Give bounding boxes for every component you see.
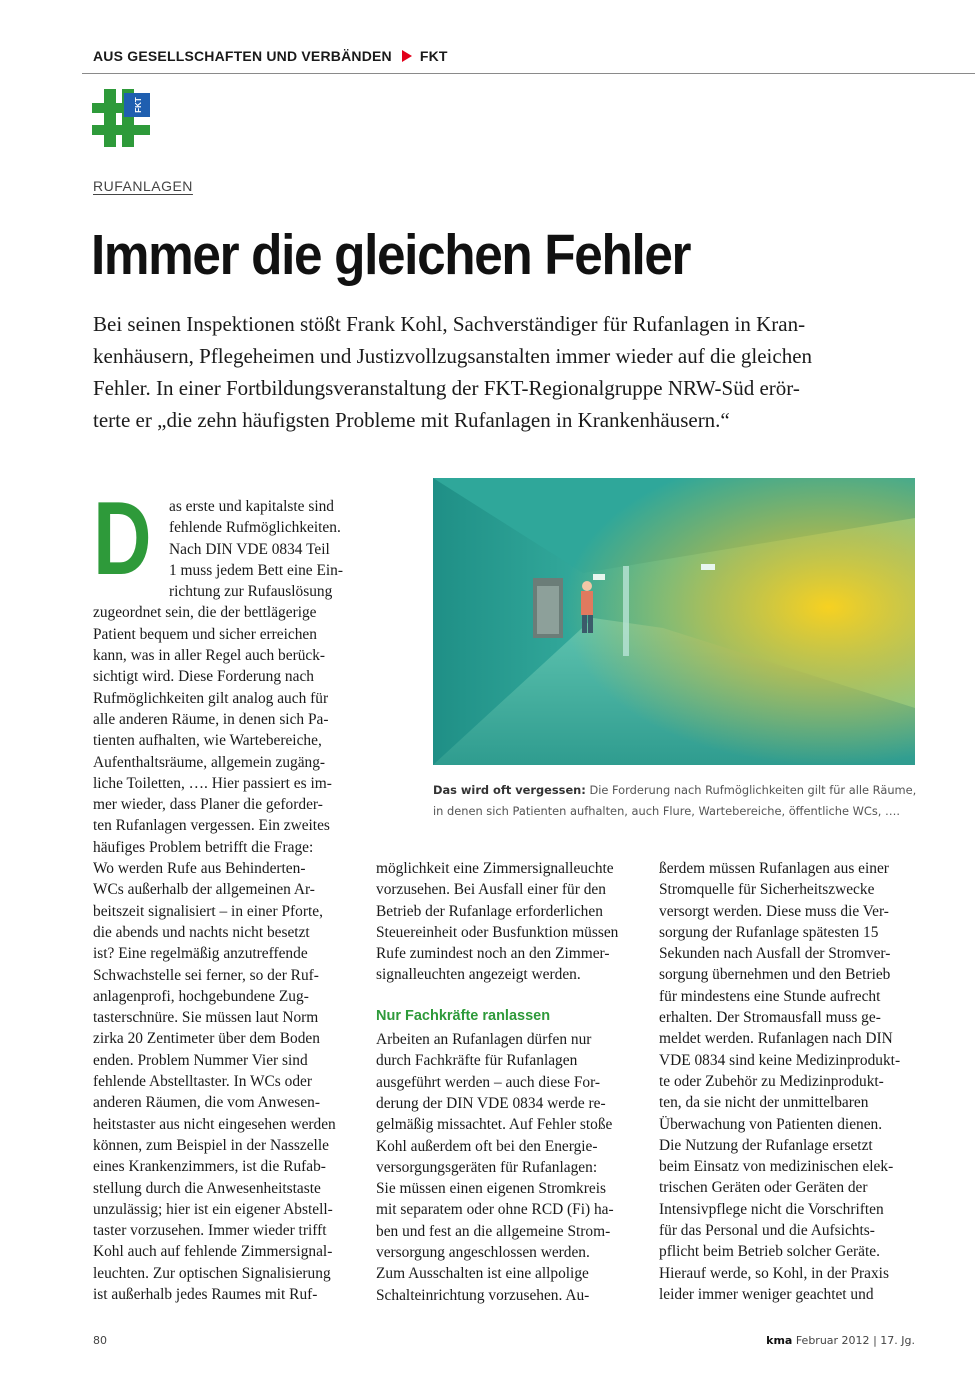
body-line: kann, was in aller Regel auch berück- bbox=[93, 647, 326, 665]
body-line: Nach DIN VDE 0834 Teil bbox=[169, 540, 330, 558]
section-label: RUFANLAGEN bbox=[93, 178, 193, 194]
body-line: mer wieder, dass Planer die geforder- bbox=[93, 796, 323, 814]
body-line: Hierauf werde, so Kohl, in der Praxis bbox=[659, 1264, 889, 1282]
body-line: fehlende Rufmöglichkeiten. bbox=[169, 519, 341, 537]
body-line: gelmäßig missachtet. Auf Fehler stoße bbox=[376, 1116, 613, 1134]
body-line: anlagenprofi, hochgebundene Zug- bbox=[93, 987, 309, 1005]
body-line: ten, da sie nicht der unmittelbaren bbox=[659, 1094, 869, 1112]
article-lead bbox=[93, 308, 873, 436]
body-line: sorgung übernehmen und den Betrieb bbox=[659, 966, 891, 984]
caption-line-2: in denen sich Patienten aufhalten, auch Flure, Wartebereiche, öffentliche WCs, …. bbox=[433, 804, 901, 818]
body-line: Zum Ausschalten ist eine allpolige bbox=[376, 1265, 589, 1283]
lead-line: terte er „die zehn häufigsten Probleme mit Rufanlagen in Krankenhäusern.“ bbox=[93, 408, 730, 432]
article-title: Immer die gleichen Fehler bbox=[91, 223, 691, 287]
body-line: die abends und nachts nicht besetzt bbox=[93, 923, 310, 941]
body-line: für mindestens eine Stunde aufrecht bbox=[659, 987, 881, 1005]
body-line: VDE 0834 sind keine Medizinprodukt- bbox=[659, 1051, 901, 1069]
body-line: meldet werden. Rufanlagen nach DIN bbox=[659, 1030, 893, 1048]
body-line: fehlende Abstelltaster. In WCs oder bbox=[93, 1073, 312, 1091]
body-line: te oder Zubehör zu Medizinprodukt- bbox=[659, 1072, 884, 1090]
body-line: stellung durch die Anwesenheitstaste bbox=[93, 1179, 321, 1197]
body-line: Patient bequem und sicher erreichen bbox=[93, 625, 317, 643]
body-line: Rufe zumindest noch an den Zimmer- bbox=[376, 945, 610, 963]
body-column-1 bbox=[93, 496, 353, 1305]
body-line: ßerdem müssen Rufanlagen aus einer bbox=[659, 860, 889, 877]
body-line: ist? Eine regelmäßig anzutreffende bbox=[93, 945, 308, 963]
body-line: möglichkeit eine Zimmersignalleuchte bbox=[376, 860, 614, 877]
body-line: ben und fest an die allgemeine Strom- bbox=[376, 1222, 611, 1240]
footer-issue bbox=[766, 1334, 915, 1347]
body-line: beitszeit signalisiert – in einer Pforte, bbox=[93, 902, 323, 920]
header-section: AUS GESELLSCHAFTEN UND VERBÄNDEN bbox=[93, 48, 392, 64]
lead-line: Fehler. In einer Fortbildungsveranstaltung der FKT-Regionalgruppe NRW-Süd erör- bbox=[93, 376, 800, 400]
lead-line: Bei seinen Inspektionen stößt Frank Kohl, Sachverständiger für Rufanlagen in Kran- bbox=[93, 312, 806, 336]
body-line: taster vorzusehen. Immer wieder trifft bbox=[93, 1222, 327, 1240]
subheading: Nur Fachkräfte ranlassen bbox=[376, 1007, 551, 1024]
body-line: Wo werden Rufe aus Behinderten- bbox=[93, 860, 306, 878]
body-line: sichtigt wird. Diese Forderung nach bbox=[93, 668, 314, 686]
body-line: ten Rufanlagen vergessen. Ein zweites bbox=[93, 817, 330, 835]
fkt-logo bbox=[92, 89, 150, 147]
body-line: durch Fachkräfte für Rufanlagen bbox=[376, 1052, 578, 1070]
lead-line: kenhäusern, Pflegeheimen und Justizvollzugsanstalten immer wieder auf die gleichen bbox=[93, 344, 813, 368]
body-line: derung der DIN VDE 0834 werde re- bbox=[376, 1094, 606, 1112]
body-line: Schalteinrichtung vorzusehen. Au- bbox=[376, 1286, 590, 1304]
body-line: Schwachstelle sei ferner, so der Ruf- bbox=[93, 966, 319, 984]
body-line: Arbeiten an Rufanlagen dürfen nur bbox=[376, 1031, 592, 1049]
body-line: sorgung der Rufanlage spätesten 15 bbox=[659, 923, 879, 941]
body-line: mit separatem oder ohne RCD (Fi) ha- bbox=[376, 1201, 614, 1219]
body-line: tasterschnüre. Sie müssen laut Norm bbox=[93, 1009, 319, 1027]
body-line: tienten aufhalten, wie Wartebereiche, bbox=[93, 732, 322, 750]
running-header bbox=[93, 48, 448, 64]
footer-brand: kma bbox=[766, 1334, 793, 1347]
body-line: eines Krankenzimmers, ist die Rufab- bbox=[93, 1158, 326, 1176]
body-line: leuchten. Zur optischen Signalisierung bbox=[93, 1264, 331, 1282]
body-column-3 bbox=[659, 858, 919, 1305]
body-line: alle anderen Räume, in denen sich Pa- bbox=[93, 710, 329, 728]
body-line: Betrieb der Rufanlage erforderlichen bbox=[376, 902, 603, 920]
body-line: zugeordnet sein, die der bettlägerige bbox=[93, 604, 317, 622]
body-line: Überwachung von Patienten dienen. bbox=[659, 1115, 883, 1133]
body-line: ausgeführt werden – auch diese For- bbox=[376, 1073, 601, 1091]
body-line: können, zum Beispiel in der Nasszelle bbox=[93, 1136, 329, 1154]
body-line: as erste und kapitalste sind bbox=[169, 498, 334, 515]
body-line: richtung zur Rufauslösung bbox=[169, 583, 333, 601]
caption-line-1 bbox=[433, 780, 916, 801]
body-line: unzulässig; hier ist ein eigener Abstell- bbox=[93, 1200, 333, 1218]
body-line: versorgung angeschlossen werden. bbox=[376, 1244, 590, 1262]
body-line: WCs außerhalb der allgemeinen Ar- bbox=[93, 881, 315, 899]
body-line: Sekunden nach Ausfall der Stromver- bbox=[659, 945, 891, 963]
footer-separator: | bbox=[873, 1334, 877, 1347]
body-line: zirka 20 Zentimeter über dem Boden bbox=[93, 1030, 320, 1048]
body-line: ist außerhalb jedes Raumes mit Ruf- bbox=[93, 1285, 318, 1303]
body-line: leider immer weniger geachtet und bbox=[659, 1285, 874, 1303]
body-line: Aufenthaltsräume, allgemein zugäng- bbox=[93, 753, 326, 771]
header-org: FKT bbox=[419, 48, 448, 64]
header-divider bbox=[82, 73, 975, 74]
body-line: Sie müssen einen eigenen Stromkreis bbox=[376, 1180, 606, 1198]
body-line: Die Nutzung der Rufanlage ersetzt bbox=[659, 1136, 873, 1154]
body-column-2 bbox=[376, 858, 636, 1306]
body-line: pflicht beim Betrieb solcher Geräte. bbox=[659, 1243, 880, 1261]
caption-lead: Das wird oft vergessen: bbox=[433, 783, 586, 797]
photo-caption bbox=[433, 780, 916, 822]
body-line: trischen Geräten oder Geräten der bbox=[659, 1179, 868, 1197]
footer-volume: 17. Jg. bbox=[880, 1334, 915, 1347]
body-line: Stromquelle für Sicherheitszwecke bbox=[659, 881, 875, 899]
body-line: Rufmöglichkeiten gilt analog auch für bbox=[93, 689, 329, 707]
body-line: 1 muss jedem Bett eine Ein- bbox=[169, 561, 343, 579]
footer-date: Februar 2012 bbox=[795, 1334, 870, 1347]
caption-text: Die Forderung nach Rufmöglichkeiten gilt für alle Räume, bbox=[585, 783, 917, 797]
body-line: versorgungsgeräten für Rufanlagen: bbox=[376, 1158, 598, 1176]
body-line: heitstaster aus nicht eingesehen werden bbox=[93, 1115, 336, 1133]
body-line: Intensivpflege nicht die Vorschriften bbox=[659, 1200, 884, 1218]
body-line: enden. Problem Nummer Vier sind bbox=[93, 1051, 308, 1069]
corridor-photo bbox=[433, 478, 915, 765]
body-line: erhalten. Der Stromausfall muss ge- bbox=[659, 1009, 881, 1027]
body-line: vorzusehen. Bei Ausfall einer für den bbox=[376, 881, 606, 899]
body-line: für das Personal und die Aufsichts- bbox=[659, 1222, 875, 1240]
body-line: versorgt werden. Diese muss die Ver- bbox=[659, 902, 889, 920]
body-line: Kohl auch auf fehlende Zimmersignal- bbox=[93, 1243, 333, 1261]
drop-cap: D bbox=[93, 481, 152, 597]
body-line: liche Toiletten, …. Hier passiert es im- bbox=[93, 774, 332, 792]
page-number: 80 bbox=[93, 1334, 107, 1347]
body-line: beim Einsatz von medizinischen elek- bbox=[659, 1158, 894, 1176]
body-line: anderen Räumen, die vom Anwesen- bbox=[93, 1094, 320, 1112]
body-line: Steuereinheit oder Busfunktion müssen bbox=[376, 923, 619, 941]
body-line: Kohl außerdem oft bei den Energie- bbox=[376, 1137, 598, 1155]
arrow-right-icon bbox=[402, 50, 412, 62]
svg-text:FKT: FKT bbox=[134, 97, 143, 113]
body-line: signalleuchten angezeigt werden. bbox=[376, 966, 581, 984]
body-line: häufiges Problem betrifft die Frage: bbox=[93, 838, 314, 856]
